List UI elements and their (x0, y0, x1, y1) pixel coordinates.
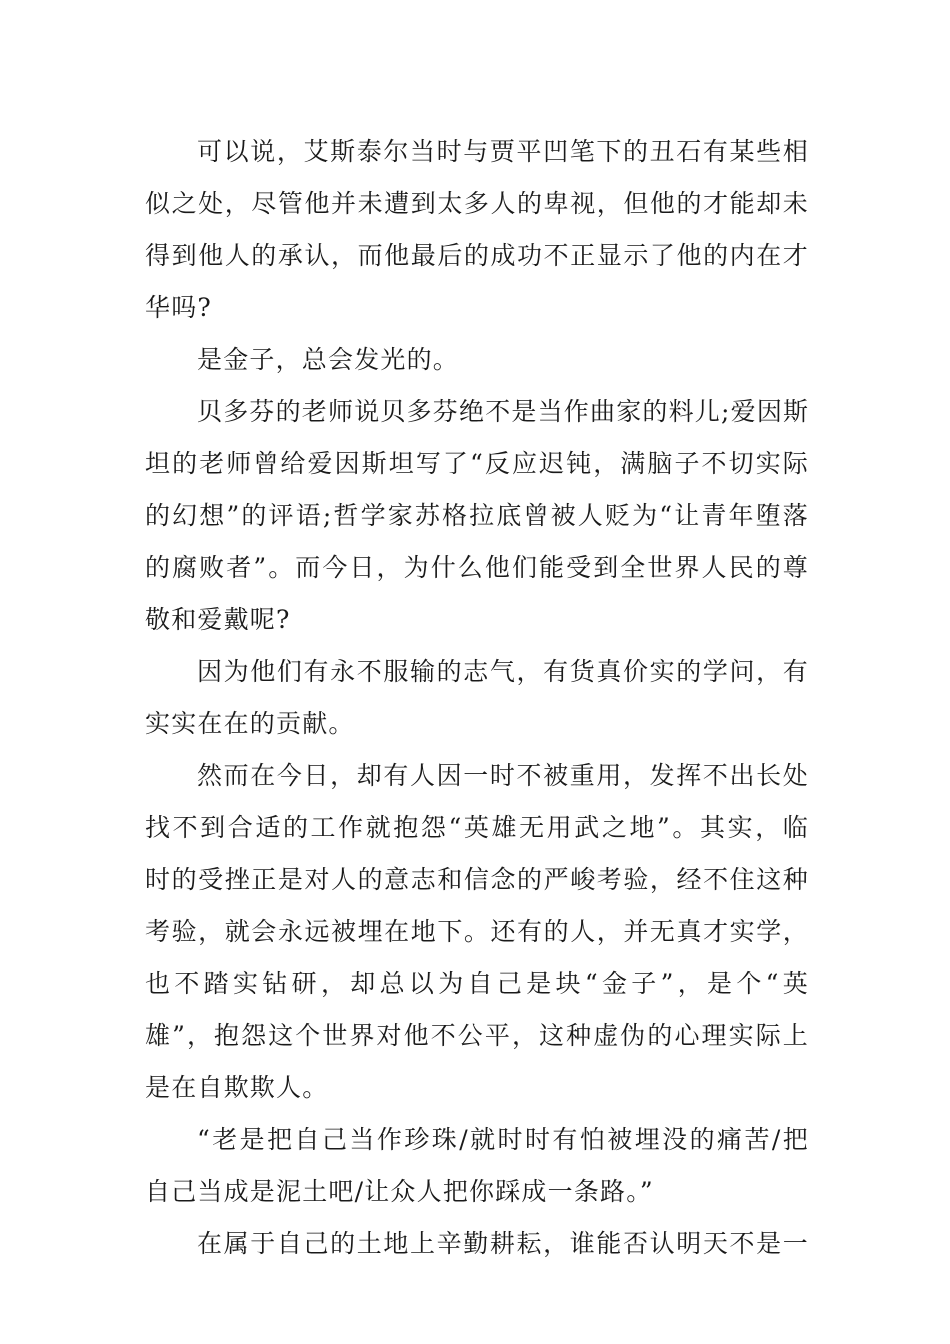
paragraph (145, 646, 809, 750)
text-line: 是在自欺欺人。 (145, 1073, 329, 1102)
text-line: 因为他们有永不服输的志气，有货真价实的学问，有 (197, 657, 809, 686)
paragraph (145, 334, 809, 386)
document-body (145, 126, 809, 1270)
text-line: 雄”，抱怨这个世界对他不公平，这种虚伪的心理实际上 (145, 1021, 809, 1050)
text-line: 华吗? (145, 293, 213, 322)
text-line: 的幻想”的评语;哲学家苏格拉底曾被人贬为“让青年堕落 (145, 501, 809, 530)
text-line: 也不踏实钻研，却总以为自己是块“金子”，是个“英 (145, 969, 809, 998)
paragraph (145, 386, 809, 646)
paragraph (145, 1114, 809, 1218)
paragraph (145, 126, 809, 334)
text-line: 然而在今日，却有人因一时不被重用，发挥不出长处 (197, 761, 809, 790)
text-line: 考验，就会永远被埋在地下。还有的人，并无真才实学， (145, 917, 809, 946)
text-line: 是金子，总会发光的。 (197, 345, 460, 374)
text-line: 自己当成是泥土吧/让众人把你踩成一条路。” (145, 1177, 654, 1206)
text-line: 敬和爱戴呢? (145, 605, 291, 634)
paragraph (145, 1218, 809, 1270)
text-line: “老是把自己当作珍珠/就时时有怕被埋没的痛苦/把 (197, 1125, 809, 1154)
text-line: 实实在在的贡献。 (145, 709, 355, 738)
text-line: 得到他人的承认，而他最后的成功不正显示了他的内在才 (145, 241, 809, 270)
paragraph (145, 750, 809, 1114)
text-line: 时的受挫正是对人的意志和信念的严峻考验，经不住这种 (145, 865, 809, 894)
text-line: 坦的老师曾给爱因斯坦写了“反应迟钝，满脑子不切实际 (145, 449, 809, 478)
text-line: 在属于自己的土地上辛勤耕耘，谁能否认明天不是一 (197, 1229, 809, 1258)
text-line: 找不到合适的工作就抱怨“英雄无用武之地”。其实，临 (145, 813, 809, 842)
text-line: 贝多芬的老师说贝多芬绝不是当作曲家的料儿;爱因斯 (197, 397, 810, 426)
text-line: 的腐败者”。而今日，为什么他们能受到全世界人民的尊 (145, 553, 809, 582)
text-line: 可以说，艾斯泰尔当时与贾平凹笔下的丑石有某些相 (197, 137, 809, 166)
text-line: 似之处，尽管他并未遭到太多人的卑视，但他的才能却未 (145, 189, 809, 218)
